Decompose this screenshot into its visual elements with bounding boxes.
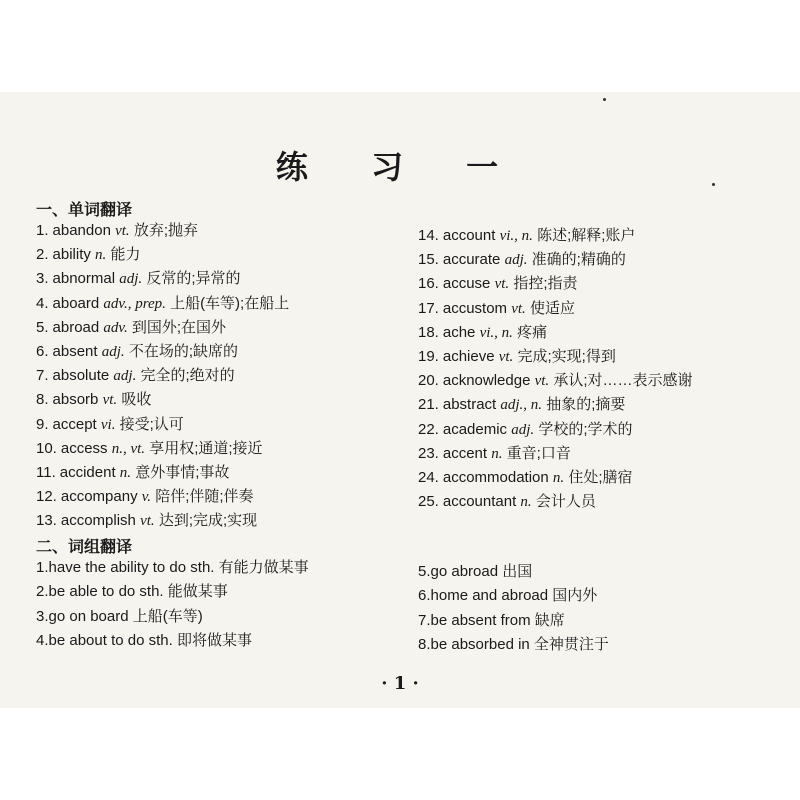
entry-meaning: 承认;对……表示感谢 (553, 372, 693, 390)
word-entry (418, 418, 693, 442)
word-entry (418, 321, 693, 345)
entry-number: 20. (418, 372, 439, 390)
entry-number: 24. (418, 469, 439, 487)
word-entry (36, 388, 289, 412)
entry-word: abandon (52, 222, 111, 239)
word-entry (418, 272, 693, 296)
entry-meaning: 疼痛 (517, 323, 548, 341)
entry-meaning: 陪伴;伴随;伴奏 (155, 488, 254, 506)
page-title: 练 习 一 (275, 148, 525, 186)
phrase-text: go abroad 出国 (430, 563, 533, 580)
entry-word: account (442, 227, 496, 244)
phrase-number: 2. (36, 583, 49, 601)
entry-word: acknowledge (442, 372, 531, 390)
word-entry (418, 442, 693, 466)
entry-number: 22. (418, 420, 439, 438)
entry-number: 14. (418, 227, 439, 244)
word-entry (36, 243, 289, 267)
word-entry (36, 413, 289, 437)
entry-number: 5. (36, 318, 49, 336)
word-list-right (418, 224, 693, 514)
phrase-entry (418, 633, 609, 657)
word-entry (418, 248, 693, 272)
entry-part-of-speech: adv., prep. (103, 295, 166, 312)
entry-part-of-speech: vi. (100, 416, 116, 433)
word-entry (418, 490, 693, 514)
entry-meaning: 意外事情;事故 (135, 464, 230, 482)
word-entry (36, 219, 289, 243)
phrase-number: 6. (418, 587, 431, 605)
entry-part-of-speech: adj., n. (500, 397, 543, 414)
section-heading-phrase-translation: 二、词组翻译 (36, 537, 133, 556)
word-entry (418, 345, 693, 369)
word-entry (418, 297, 693, 321)
entry-number: 18. (418, 323, 439, 341)
entry-part-of-speech: vt. (140, 513, 155, 530)
entry-word: accountant (442, 493, 517, 511)
phrase-entry (36, 580, 309, 604)
phrase-number: 5. (418, 563, 431, 580)
entry-word: accurate (442, 251, 501, 269)
entry-part-of-speech: vt. (115, 223, 130, 239)
entry-part-of-speech: adj. (119, 271, 143, 288)
entry-number: 15. (418, 251, 439, 269)
entry-word: accompany (60, 488, 138, 506)
entry-word: academic (442, 420, 508, 438)
entry-part-of-speech: adv. (103, 319, 128, 336)
word-entry (36, 292, 289, 316)
phrase-entry (36, 605, 309, 629)
entry-number: 7. (36, 367, 49, 385)
entry-word: abroad (52, 318, 100, 336)
entry-word: accustom (442, 299, 508, 317)
page-number: · 1 · (381, 673, 419, 694)
word-entry (36, 485, 289, 509)
entry-number: 8. (36, 391, 49, 409)
entry-meaning: 到国外;在国外 (131, 318, 227, 336)
entry-part-of-speech: n. (552, 470, 565, 487)
phrase-text: be able to do sth. 能做某事 (48, 583, 228, 601)
entry-number: 4. (36, 294, 49, 312)
phrase-list-left (36, 556, 309, 654)
phrase-number: 4. (36, 632, 49, 650)
word-entry (418, 393, 693, 417)
entry-word: absent (52, 343, 98, 361)
entry-word: accuse (442, 275, 491, 293)
word-entry (36, 437, 289, 461)
entry-word: abstract (442, 396, 497, 414)
entry-part-of-speech: vt. (511, 300, 526, 317)
entry-meaning: 吸收 (121, 391, 152, 409)
word-entry (36, 340, 289, 364)
entry-number: 9. (36, 415, 49, 433)
entry-number: 10. (36, 439, 57, 457)
entry-meaning: 完全的;绝对的 (140, 367, 235, 385)
entry-meaning: 放弃;抛弃 (133, 222, 199, 239)
entry-part-of-speech: vt. (498, 349, 514, 366)
entry-part-of-speech: n. (95, 247, 107, 264)
section-heading-word-translation: 一、单词翻译 (36, 200, 133, 219)
entry-meaning: 完成;实现;得到 (517, 348, 616, 366)
entry-word: accent (442, 444, 488, 462)
word-entry (36, 267, 289, 291)
entry-word: accommodation (442, 469, 549, 487)
entry-part-of-speech: vt. (102, 392, 118, 409)
entry-meaning: 住处;膳宿 (568, 469, 633, 487)
entry-number: 17. (418, 299, 439, 317)
entry-meaning: 重音;口音 (506, 444, 571, 462)
entry-part-of-speech: v. (141, 489, 152, 506)
phrase-entry (418, 560, 609, 584)
entry-part-of-speech: vi., n. (479, 324, 513, 341)
entry-word: ache (442, 323, 476, 341)
phrase-entry (418, 584, 609, 608)
entry-word: aboard (52, 294, 100, 312)
entry-number: 3. (36, 270, 49, 288)
entry-part-of-speech: vt. (494, 276, 510, 293)
entry-part-of-speech: adj. (504, 252, 528, 269)
entry-number: 6. (36, 343, 49, 361)
phrase-entry (36, 556, 309, 580)
entry-number: 19. (418, 348, 439, 366)
entry-meaning: 反常的;异常的 (146, 270, 241, 288)
entry-number: 23. (418, 444, 439, 462)
entry-part-of-speech: n., vt. (111, 440, 146, 457)
entry-part-of-speech: vt. (534, 373, 550, 390)
entry-meaning: 达到;完成;实现 (158, 512, 258, 530)
phrase-number: 1. (36, 559, 49, 576)
phrase-number: 7. (418, 611, 431, 629)
phrase-text: be about to do sth. 即将做某事 (48, 632, 252, 650)
phrase-number: 3. (36, 607, 49, 625)
entry-meaning: 会计人员 (535, 493, 596, 511)
entry-part-of-speech: adj. (511, 421, 535, 438)
phrase-number: 8. (418, 636, 431, 654)
entry-word: access (60, 439, 108, 457)
entry-meaning: 使适应 (529, 299, 575, 317)
word-entry (418, 466, 693, 490)
entry-meaning: 陈述;解释;账户 (537, 227, 636, 244)
phrase-text: home and abroad 国内外 (430, 587, 598, 605)
entry-meaning: 能力 (110, 246, 141, 264)
entry-word: absorb (52, 391, 99, 409)
word-entry (36, 316, 289, 340)
entry-word: absolute (52, 367, 110, 385)
entry-word: accomplish (60, 512, 136, 530)
word-entry (418, 369, 693, 393)
entry-number: 12. (36, 488, 57, 506)
phrase-text: go on board 上船(车等) (48, 607, 203, 625)
phrase-text: be absent from 缺席 (430, 611, 565, 629)
entry-number: 21. (418, 396, 439, 414)
entry-meaning: 学校的;学术的 (538, 420, 633, 438)
entry-meaning: 准确的;精确的 (531, 251, 626, 269)
entry-number: 13. (36, 512, 57, 530)
entry-word: accept (52, 415, 97, 433)
phrase-text: be absorbed in 全神贯注于 (430, 636, 609, 654)
phrase-entry (36, 629, 309, 653)
entry-word: achieve (442, 348, 495, 366)
entry-number: 25. (418, 493, 439, 511)
entry-part-of-speech: adj. (113, 368, 137, 385)
phrase-entry (418, 609, 609, 633)
word-entry (36, 461, 289, 485)
word-entry (36, 364, 289, 388)
entry-part-of-speech: vi., n. (499, 228, 533, 244)
entry-meaning: 抽象的;摘要 (546, 396, 626, 414)
entry-number: 11. (36, 464, 56, 482)
entry-meaning: 不在场的;缺席的 (128, 343, 238, 361)
entry-number: 2. (36, 246, 49, 264)
entry-meaning: 接受;认可 (119, 415, 184, 433)
entry-part-of-speech: n. (119, 465, 132, 482)
entry-meaning: 上船(车等);在船上 (170, 294, 290, 312)
word-list-left (36, 219, 289, 534)
entry-meaning: 指控;指责 (513, 275, 578, 293)
entry-word: abnormal (52, 270, 116, 288)
speck (603, 98, 606, 101)
phrase-text: have the ability to do sth. 有能力做某事 (48, 559, 309, 576)
entry-word: accident (59, 464, 116, 482)
entry-number: 1. (36, 222, 49, 239)
word-entry (36, 509, 289, 533)
entry-meaning: 享用权;通道;接近 (149, 439, 263, 457)
entry-part-of-speech: n. (520, 494, 532, 511)
phrase-list-right (418, 560, 609, 658)
entry-word: ability (52, 246, 91, 264)
word-entry (418, 224, 693, 248)
entry-number: 16. (418, 275, 439, 293)
entry-part-of-speech: adj. (101, 344, 125, 361)
entry-part-of-speech: n. (491, 445, 503, 462)
